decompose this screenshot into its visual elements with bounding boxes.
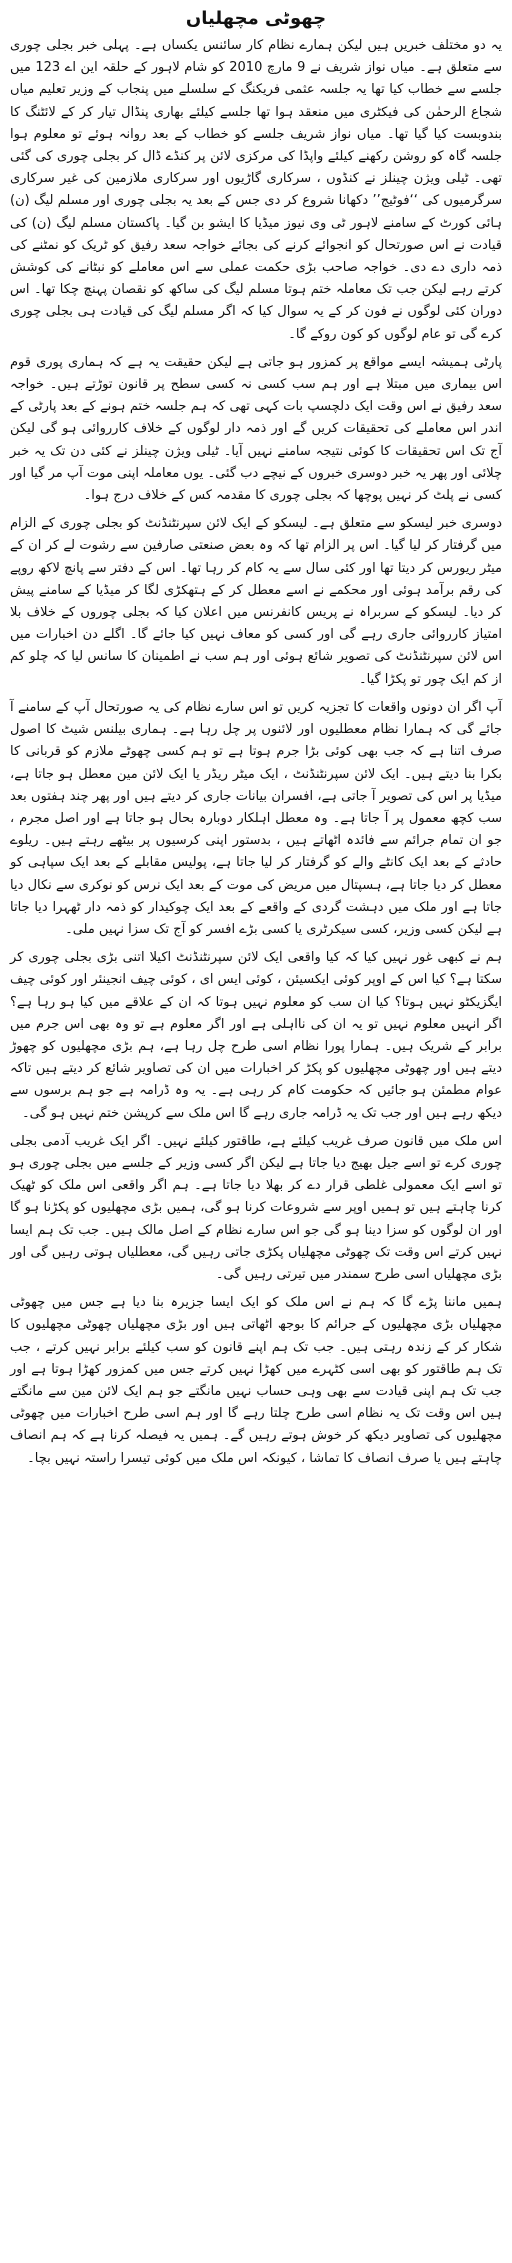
article-paragraph-1: یہ دو مختلف خبریں ہیں لیکن ہمارے نظام کار سائنس یکساں ہے۔ پہلی خبر بجلی چوری سے متعلق ہے۔ میاں نواز شریف نے 9 مارچ 2010 کو شام لاہور کے حلقہ این اے 123 میں جلسے سے خطاب کیا تھا یہ جلسہ عثمی فریکنگ کے سلسلے میں پنجاب کے وزیر تعلیم میاں شجاع الرحمٰن کی فیکٹری میں منعقد ہوا تھا جلسے کیلئے بھاری پنڈال تیار کر کے لائٹنگ کا بندوبست کیا گیا تھا۔ میاں نواز شریف جلسے کو خطاب کے بعد روانہ ہوئے تو معلوم ہوا جلسہ گاہ کو روشن رکھنے کیلئے واپڈا کی مرکزی لائن پر کنڈے ڈال کر بجلی چوری کی گئی تھی۔ ٹیلی ویژن چینلز نے کنڈوں ، سرکاری گاڑیوں اور سرکاری ملازمین کی غیر سرکاری سرگرمیوں کی ‘‘فوٹیج’’ دکھانا شروع کر دی جس کے بعد یہ بجلی چوری اور مسلم لیگ (ن) ہائی کورٹ کے سامنے لاہور ٹی وی نیوز میڈیا کا ایشو بن گیا۔ پاکستان مسلم لیگ (ن) کی قیادت نے اس صورتحال کو انجوائے کرنے کی بجائے خواجہ سعد رفیق کو ٹریک کو نمٹنے کی ذمہ داری دے دی۔ خواجہ صاحب بڑی حکمت عملی سے اس معاملے کو نبٹانے کی کوشش کرتے رہے لیکن جب تک معاملہ ختم ہوتا مسلم لیگ کی ساکھ کو نقصان پہنچ چکا تھا۔ اس دوران کئی لوگوں نے فون کر کے یہ سوال کیا کہ اگر مسلم لیگ کی قیادت ہی بجلی چوری کرے گی تو عام لوگوں کو کون روکے گا۔ [10, 38, 503, 342]
article-paragraph-4: آپ اگر ان دونوں واقعات کا تجزیہ کریں تو اس سارے نظام کی یہ صورتحال آپ کے سامنے آ جائے گی کہ ہمارا نظام معطلیوں اور لائنوں پر چل رہا ہے۔ ہماری بیلنس شیٹ کا اصول صرف اتنا ہے کہ جب بھی کوئی بڑا جرم ہوتا ہے تو ہم کسی چھوٹے ملازم کو قربانی کا بکرا بنا دیتے ہیں۔ ایک لائن سپرنٹنڈنٹ ، ایک میٹر ریڈر یا ایک لائن مین معطل ہو جاتا ہے، میڈیا پر اس کی تصویر آ جاتی ہے، افسران بیانات جاری کر دیتے ہیں اور پھر چند ہفتوں بعد سب کچھ معمول پر آ جاتا ہے۔ وہ معطل اہلکار دوبارہ بحال ہو جاتا ہے اور اصل مجرم ، جو ان تمام جرائم سے فائدہ اٹھاتے ہیں ، بدستور اپنی کرسیوں پر بیٹھے رہتے ہیں۔ ریلوے حادثے کے بعد ایک کانٹے والے کو گرفتار کر لیا جاتا ہے، پولیس مقابلے کے بعد ایک سپاہی کو معطل کر دیا جاتا ہے، ہسپتال میں مریض کی موت کے بعد ایک نرس کو نوکری سے نکال دیا جاتا ہے اور ملک میں دہشت گردی کے واقعے کے بعد ایک چوکیدار کو ذمہ دار ٹھہرا دیا جاتا ہے لیکن کسی وزیر، کسی سیکرٹری یا کسی بڑے افسر کو آج تک سزا نہیں ملی۔ [10, 699, 502, 937]
article-title: چھوٹی مچھلیاں [185, 8, 327, 29]
article-paragraph-5: ہم نے کبھی غور نہیں کیا کہ کیا واقعی ایک لائن سپرنٹنڈنٹ اکیلا اتنی بڑی بجلی چوری کر سکتا ہے؟ کیا اس کے اوپر کوئی ایکسیئن ، کوئی ایس ای ، کوئی چیف انجینئر اور کوئی چیف ایگزیکٹو نہیں ہوتا؟ کیا ان سب کو معلوم نہیں ہوتا کہ ان کے علاقے میں کیا ہو رہا ہے؟ اگر انہیں معلوم نہیں تو یہ ان کی نااہلی ہے اور اگر معلوم ہے تو وہ بھی اس جرم میں برابر کے شریک ہیں۔ ہمارا پورا نظام اسی طرح چل رہا ہے، ہم بڑی مچھلیوں کو چھوڑ دیتے ہیں اور چھوٹی مچھلیوں کو پکڑ کر اخبارات میں ان کی تصاویر شائع کر دیتے ہیں تاکہ عوام مطمئن ہو جائیں کہ حکومت کام کر رہی ہے۔ یہ وہ ڈرامہ ہے جو ہم برسوں سے دیکھ رہے ہیں اور جب تک یہ ڈرامہ جاری رہے گا اس ملک سے کرپشن ختم نہیں ہو گی۔ [10, 950, 502, 1121]
article-paragraph-2: پارٹی ہمیشہ ایسے مواقع پر کمزور ہو جاتی ہے لیکن حقیقت یہ ہے کہ ہماری پوری قوم اس بیماری میں مبتلا ہے اور ہم سب کسی نہ کسی سطح پر قانون توڑتے ہیں۔ خواجہ سعد رفیق نے اس وقت ایک دلچسپ بات کہی تھی کہ ہم جلسہ ختم ہونے کے بعد پارٹی کے اندر اس معاملے کی تحقیقات کریں گے اور ذمہ دار لوگوں کے خلاف کارروائی ہو گی لیکن آج تک اس تحقیقات کا کوئی نتیجہ سامنے نہیں آیا۔ ٹیلی ویژن چینلز نے کئی دن تک یہ خبر چلائی اور پھر یہ خبر دوسری خبروں کے نیچے دب گئی۔ یوں معاملہ اپنی موت آپ مر گیا اور کسی نے پلٹ کر نہیں پوچھا کہ بجلی چوری کا مقدمہ کس کے خلاف درج ہوا۔ [10, 354, 502, 504]
article-paragraph-3: دوسری خبر لیسکو سے متعلق ہے۔ لیسکو کے ایک لائن سپرنٹنڈنٹ کو بجلی چوری کے الزام میں گرفتار کر لیا گیا۔ اس پر الزام تھا کہ وہ بعض صنعتی صارفین سے رشوت لے کر ان کے میٹر ریورس کر دیتا تھا اور کئی سال سے یہ کام کر رہا تھا۔ اس کے دفتر سے پانچ لاکھ روپے کی رقم برآمد ہوئی اور محکمے نے اسے معطل کر کے ہتھکڑی لگا کر میڈیا کے سامنے پیش کر دیا۔ لیسکو کے سربراہ نے پریس کانفرنس میں اعلان کیا کہ بجلی چوروں کے خلاف بلا امتیاز کارروائی جاری رہے گی اور کسی کو معاف نہیں کیا جائے گا۔ اگلے دن اخبارات میں اس لائن سپرنٹنڈنٹ کی تصویر شائع ہوئی اور ہم سب نے اطمینان کا سانس لیا کہ چلو کم از کم ایک چور تو پکڑا گیا۔ [10, 516, 502, 687]
article-paragraph-7: ہمیں ماننا پڑے گا کہ ہم نے اس ملک کو ایک ایسا جزیرہ بنا دیا ہے جس میں چھوٹی مچھلیاں بڑی مچھلیوں کے جرائم کا بوجھ اٹھاتی ہیں اور بڑی مچھلیاں چھوٹی مچھلیوں کا شکار کر کے زندہ رہتی ہیں۔ جب تک ہم اپنے قانون کو سب کیلئے برابر نہیں کرتے ، جب تک ہم طاقتور کو بھی اسی کٹہرے میں کھڑا نہیں کرتے جس میں کمزور کھڑا ہوتا ہے اور جب تک ہم اپنی قیادت سے بھی وہی حساب نہیں مانگتے جو ہم ایک لائن مین سے مانگتے ہیں اس وقت تک یہ نظام اسی طرح چلتا رہے گا اور ہم اسی طرح اخبارات میں چھوٹی مچھلیوں کی تصاویر دیکھ کر خوش ہوتے رہیں گے۔ ہمیں یہ فیصلہ کرنا ہے کہ ہم انصاف چاہتے ہیں یا صرف انصاف کا تماشا ، کیونکہ اس ملک میں کوئی تیسرا راستہ نہیں بچا۔ [10, 1295, 502, 1466]
article-paragraph-6: اس ملک میں قانون صرف غریب کیلئے ہے، طاقتور کیلئے نہیں۔ اگر ایک غریب آدمی بجلی چوری کرے تو اسے جیل بھیج دیا جاتا ہے لیکن اگر کسی وزیر کے جلسے میں بجلی چوری ہو تو اسے ایک معمولی غلطی قرار دے کر بھلا دیا جاتا ہے۔ ہم اگر واقعی اس ملک کو ٹھیک کرنا چاہتے ہیں تو ہمیں اوپر سے شروعات کرنا ہو گی، ہمیں بڑی مچھلیوں کو پکڑنا ہو گا اور ان لوگوں کو سزا دینا ہو گی جو اس سارے نظام کے اصل مالک ہیں۔ جب تک ہم ایسا نہیں کرتے اس وقت تک چھوٹی مچھلیاں پکڑی جاتی رہیں گی، معطلیاں ہوتی رہیں گی اور بڑی مچھلیاں اسی طرح سمندر میں تیرتی رہیں گی۔ [10, 1133, 502, 1282]
article-body [10, 35, 502, 1470]
